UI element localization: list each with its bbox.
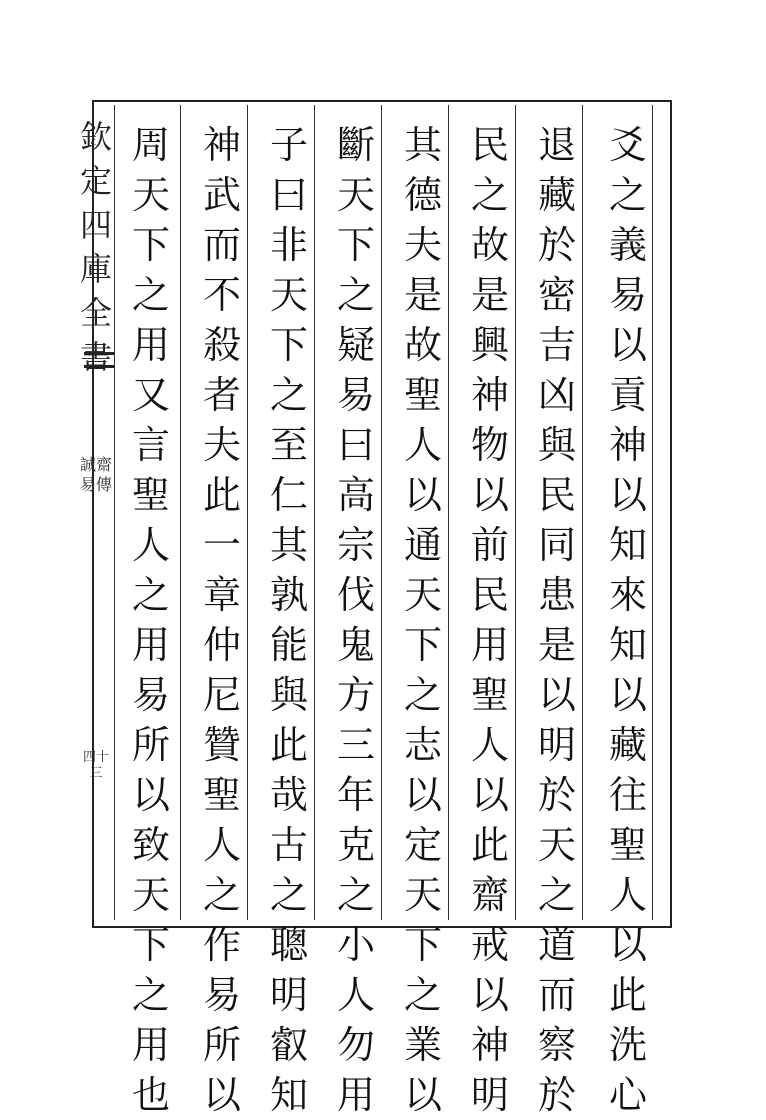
margin-book-title: 誠齋易傳 xyxy=(79,455,112,494)
column-divider xyxy=(114,105,115,920)
text-column-1: 爻之義易以貢神以知來知以藏往聖人以此洗心 xyxy=(608,123,647,1117)
margin-title: 欽定四庫全書 xyxy=(79,118,112,376)
text-column-8: 周天下之用又言聖人之用易所以致天下之用也 xyxy=(131,123,170,1117)
text-column-7: 神武而不殺者夫此一章仲尼贊聖人之作易所以 xyxy=(202,123,241,1117)
text-column-6: 子曰非天下之至仁其孰能與此哉古之聰明叡知 xyxy=(269,123,308,1117)
text-column-4: 其德夫是故聖人以通天下之志以定天下之業以 xyxy=(403,123,442,1117)
margin-page-number: 四十三 xyxy=(82,750,109,781)
text-column-5: 斷天下之疑易曰高宗伐鬼方三年克之小人勿用 xyxy=(336,123,375,1117)
column-divider xyxy=(180,105,181,920)
text-column-3: 民之故是興神物以前民用聖人以此齋戒以神明 xyxy=(470,123,509,1117)
text-column-2: 退藏於密吉凶與民同患是以明於天之道而察於 xyxy=(537,123,576,1117)
